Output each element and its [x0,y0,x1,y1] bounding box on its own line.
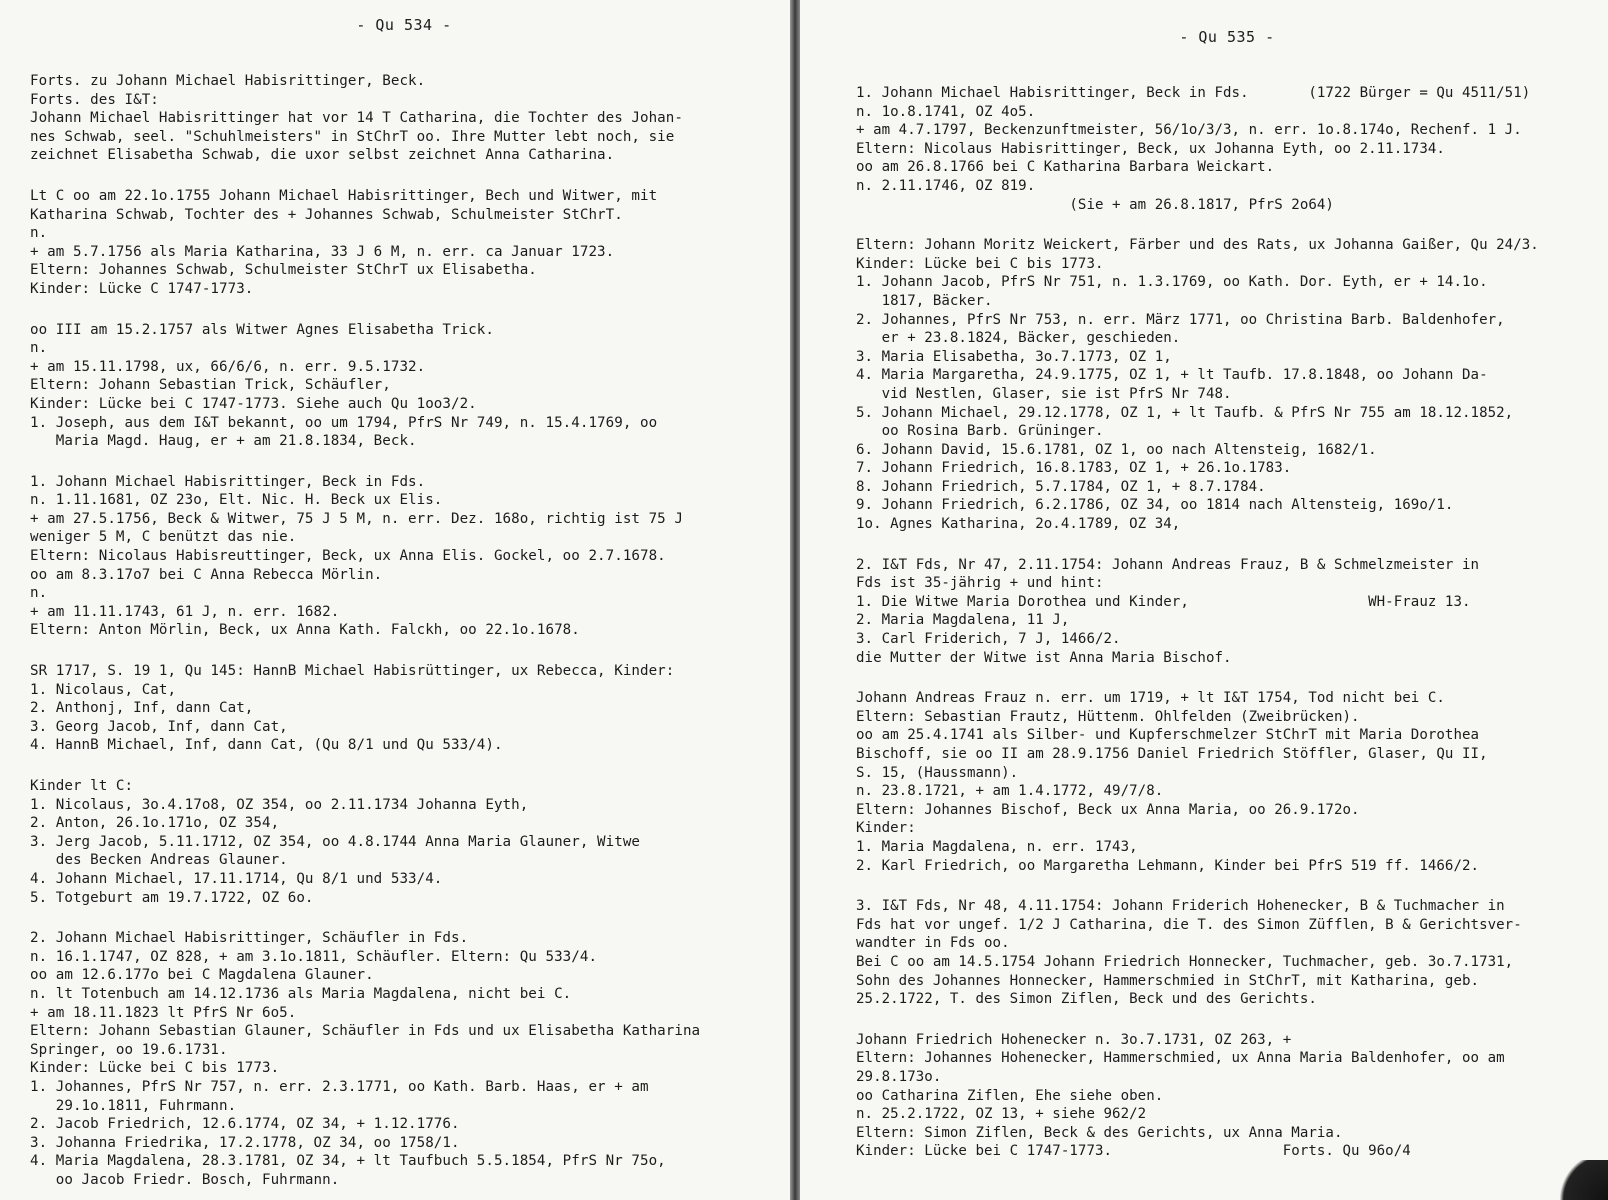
text-line: Katharina Schwab, Tochter des + Johannes Schwab, Schulmeister StChrT. [30,206,623,223]
text-line: Johann Friedrich Hohenecker n. 3o.7.1731, OZ 263, + [856,1031,1292,1048]
text-line: 3. Maria Elisabetha, 3o.7.1773, OZ 1, [856,348,1172,365]
text-line: 9. Johann Friedrich, 6.2.1786, OZ 34, oo 1814 nach Altensteig, 169o/1. [856,497,1454,514]
section-gap [30,307,778,321]
text-line: 8. Johann Friedrich, 5.7.1784, OZ 1, + 8.7.1784. [856,478,1266,495]
text-line: 29.8.173o. [856,1068,942,1085]
text-line: Bischoff, sie oo II am 28.9.1756 Daniel Friedrich Stöffler, Glaser, Qu II, [856,746,1488,762]
text-line: Kinder: Lücke bei C 1747-1773. Siehe auch Qu 1oo3/2. [30,395,477,412]
text-line: des Becken Andreas Glauner. [30,852,288,869]
text-line: 2. I&T Fds, Nr 47, 2.11.1754: Johann Andreas Frauz, B & Schmelzmeister in [856,556,1480,573]
section-gap [856,1017,1598,1031]
entry-section [856,689,1598,875]
section-gap [30,459,778,473]
text-line: nes Schwab, seel. "Schuhlmeisters" in StChrT oo. Ihre Mutter lebt noch, sie [30,128,675,145]
text-line: (Sie + am 26.8.1817, PfrS 2o64) [856,196,1334,213]
text-line: 29.1o.1811, Fuhrmann. [30,1097,237,1114]
text-line: 2. Anton, 26.1o.171o, OZ 354, [30,815,280,832]
entry-section [30,473,778,640]
text-line: n. 23.8.1721, + am 1.4.1772, 49/7/8. [856,783,1164,800]
book-gutter [790,0,800,1200]
text-line: 1. Maria Magdalena, n. err. 1743, [856,838,1138,855]
entry-section [856,236,1598,534]
entry-section [856,897,1598,1009]
text-line: Eltern: Johannes Bischof, Beck ux Anna Maria, oo 26.9.172o. [856,801,1360,818]
text-line: n. 1o.8.1741, OZ 4o5. [856,103,1036,120]
text-line: 25.2.1722, T. des Simon Ziflen, Beck und des Gerichts. [856,991,1317,1008]
text-line: Fds hat vor ungef. 1/2 J Catharina, die T. des Simon Züfflen, B & Gerichtsver- [856,916,1522,933]
text-line: Eltern: Anton Mörlin, Beck, ux Anna Kath. Falckh, oo 22.1o.1678. [30,622,580,639]
section-gap [30,648,778,662]
text-line: n. lt Totenbuch am 14.12.1736 als Maria Magdalena, nicht bei C. [30,985,572,1002]
text-line: 3. Carl Friderich, 7 J, 1466/2. [856,631,1121,648]
text-line: 4. Johann Michael, 17.11.1714, Qu 8/1 und 533/4. [30,870,443,887]
text-line: 3. Georg Jacob, Inf, dann Cat, [30,718,288,735]
scan-shadow [1538,1160,1608,1200]
text-line: Eltern: Sebastian Frautz, Hüttenm. Ohlfelden (Zweibrücken). [856,708,1360,725]
text-line: 1. Nicolaus, 3o.4.17o8, OZ 354, oo 2.11.1734 Johanna Eyth, [30,796,529,813]
text-line: Fds ist 35-jährig + und hint: [856,575,1104,592]
text-line: oo am 12.6.177o bei C Magdalena Glauner. [30,967,374,984]
text-line: n. [30,340,48,357]
text-line: 4. Maria Margaretha, 24.9.1775, OZ 1, + lt Taufb. 17.8.1848, oo Johann Da- [856,367,1488,384]
text-line: 2. Jacob Friedrich, 12.6.1774, OZ 34, + 1.12.1776. [30,1116,460,1133]
text-line: + am 11.11.1743, 61 J, n. err. 1682. [30,603,340,620]
text-line: 2. Maria Magdalena, 11 J, [856,612,1070,629]
text-line: n. [30,225,48,242]
text-line: Bei C oo am 14.5.1754 Johann Friedrich Honnecker, Tuchmacher, geb. 3o.7.1731, [856,953,1514,970]
text-line: Kinder: Lücke C 1747-1773. [30,280,254,297]
text-line: 1. Die Witwe Maria Dorothea und Kinder, WH-Frauz 13. [856,593,1471,610]
text-line: n. [30,585,48,602]
page-body [856,84,1598,1161]
entry-section [856,84,1598,214]
text-line: oo III am 15.2.1757 als Witwer Agnes Elisabetha Trick. [30,321,494,338]
text-line: + am 27.5.1756, Beck & Witwer, 75 J 5 M, n. err. Dez. 168o, richtig ist 75 J [30,510,683,527]
entry-section [30,72,778,165]
entry-section [30,321,778,451]
entry-section [30,187,778,299]
section-gap [856,222,1598,236]
section-gap [30,915,778,929]
left-page [0,0,790,1200]
text-line: Kinder: Lücke bei C bis 1773. [856,255,1104,272]
text-line: 4. Maria Magdalena, 28.3.1781, OZ 34, + lt Taufbuch 5.5.1854, PfrS Nr 75o, [30,1153,666,1170]
text-line: oo Catharina Ziflen, Ehe siehe oben. [856,1087,1164,1104]
entry-section [30,662,778,755]
page-number: - Qu 535 - [1179,28,1275,46]
text-line: Eltern: Johannes Schwab, Schulmeister StChrT ux Elisabetha. [30,262,537,279]
text-line: SR 1717, S. 19 1, Qu 145: HannB Michael Habisrüttinger, ux Rebecca, Kinder: [30,663,675,680]
text-line: Eltern: Simon Ziflen, Beck & des Gerichts, ux Anna Maria. [856,1124,1343,1141]
text-line: Eltern: Nicolaus Habisrittinger, Beck, ux Johanna Eyth, oo 2.11.1734. [856,140,1445,157]
text-line: 2. Johannes, PfrS Nr 753, n. err. März 1771, oo Christina Barb. Baldenhofer, [856,311,1505,328]
text-line: Sohn des Johannes Honnecker, Hammerschmied in StChrT, mit Katharina, geb. [856,972,1480,989]
text-line: n. 25.2.1722, OZ 13, + siehe 962/2 [856,1106,1147,1123]
entry-section [856,556,1598,668]
text-line: 1. Johann Jacob, PfrS Nr 751, n. 1.3.1769, oo Kath. Dor. Eyth, er + 14.1o. [856,274,1488,291]
text-line: Forts. zu Johann Michael Habisrittinger, Beck. [30,73,426,89]
text-line: 5. Johann Michael, 29.12.1778, OZ 1, + lt Taufb. & PfrS Nr 755 am 18.12.1852, [856,404,1514,421]
text-line: 2. Karl Friedrich, oo Margaretha Lehmann, Kinder bei PfrS 519 ff. 1466/2. [856,857,1480,874]
text-line: 1. Johann Michael Habisrittinger, Beck in Fds. (1722 Bürger = Qu 4511/51) [856,85,1531,101]
text-line: oo am 26.8.1766 bei C Katharina Barbara Weickart. [856,159,1275,176]
text-line: oo Rosina Barb. Grüninger. [856,423,1104,440]
text-line: Johann Andreas Frauz n. err. um 1719, + lt I&T 1754, Tod nicht bei C. [856,690,1445,707]
text-line: n. 2.11.1746, OZ 819. [856,177,1036,194]
text-line: Springer, oo 19.6.1731. [30,1041,228,1058]
text-line: 3. Jerg Jacob, 5.11.1712, OZ 354, oo 4.8.1744 Anna Maria Glauner, Witwe [30,833,641,850]
text-line: S. 15, (Haussmann). [856,764,1019,781]
page-number: - Qu 534 - [356,16,452,34]
text-line: Eltern: Johann Sebastian Trick, Schäufler, [30,377,391,394]
text-line: Johann Michael Habisrittinger hat vor 14 T Catharina, die Tochter des Johan- [30,110,683,127]
text-line: Kinder: [856,820,916,837]
text-line: Eltern: Johann Moritz Weickert, Färber und des Rats, ux Johanna Gaißer, Qu 24/3. [856,237,1539,254]
text-line: Kinder: Lücke bei C 1747-1773. Forts. Qu 96o/4 [856,1143,1411,1160]
text-line: 1. Johann Michael Habisrittinger, Beck in Fds. [30,473,426,490]
text-line: + am 4.7.1797, Beckenzunftmeister, 56/1o/3/3, n. err. 1o.8.174o, Rechenf. 1 J. [856,122,1522,139]
text-line: 5. Totgeburt am 19.7.1722, OZ 6o. [30,889,314,906]
text-line: n. 16.1.1747, OZ 828, + am 3.1o.1811, Schäufler. Eltern: Qu 533/4. [30,948,598,965]
text-line: oo am 25.4.1741 als Silber- und Kupferschmelzer StChrT mit Maria Dorothea [856,727,1480,744]
text-line: oo am 8.3.17o7 bei C Anna Rebecca Mörlin. [30,566,383,583]
text-line: 1817, Bäcker. [856,292,993,309]
text-line: die Mutter der Witwe ist Anna Maria Bischof. [856,649,1232,666]
text-line: Forts. des I&T: [30,91,159,108]
text-line: er + 23.8.1824, Bäcker, geschieden. [856,330,1181,347]
text-line: Kinder lt C: [30,778,134,794]
text-line: + am 18.11.1823 lt PfrS Nr 6o5. [30,1004,297,1021]
entry-section [856,1031,1598,1161]
section-gap [30,763,778,777]
text-line: zeichnet Elisabetha Schwab, die uxor selbst zeichnet Anna Catharina. [30,147,615,164]
text-line: wandter in Fds oo. [856,935,1010,952]
text-line: 2. Anthonj, Inf, dann Cat, [30,700,254,717]
text-line: 4. HannB Michael, Inf, dann Cat, (Qu 8/1 und Qu 533/4). [30,737,503,754]
text-line: 7. Johann Friedrich, 16.8.1783, OZ 1, + 26.1o.1783. [856,460,1292,477]
section-gap [30,173,778,187]
text-line: Eltern: Johannes Hohenecker, Hammerschmied, ux Anna Maria Baldenhofer, oo am [856,1050,1505,1067]
section-gap [856,675,1598,689]
text-line: Lt C oo am 22.1o.1755 Johann Michael Habisrittinger, Bech und Witwer, mit [30,187,658,204]
text-line: 1. Joseph, aus dem I&T bekannt, oo um 1794, PfrS Nr 749, n. 15.4.1769, oo [30,414,658,431]
text-line: vid Nestlen, Glaser, sie ist PfrS Nr 748. [856,385,1232,402]
text-line: 1. Johannes, PfrS Nr 757, n. err. 2.3.1771, oo Kath. Barb. Haas, er + am [30,1078,649,1095]
section-gap [856,542,1598,556]
text-line: + am 5.7.1756 als Maria Katharina, 33 J 6 M, n. err. ca Januar 1723. [30,243,615,260]
text-line: oo Jacob Friedr. Bosch, Fuhrmann. [30,1171,340,1188]
entry-section [30,929,778,1189]
text-line: Eltern: Johann Sebastian Glauner, Schäufler in Fds und ux Elisabetha Katharina [30,1023,701,1040]
text-line: n. 1.11.1681, OZ 23o, Elt. Nic. H. Beck ux Elis. [30,492,443,509]
text-line: 3. Johanna Friedrika, 17.2.1778, OZ 34, oo 1758/1. [30,1134,460,1151]
text-line: Maria Magd. Haug, er + am 21.8.1834, Beck. [30,433,417,450]
text-line: 1. Nicolaus, Cat, [30,681,177,698]
text-line: 3. I&T Fds, Nr 48, 4.11.1754: Johann Friderich Hohenecker, B & Tuchmacher in [856,898,1505,915]
text-line: + am 15.11.1798, ux, 66/6/6, n. err. 9.5.1732. [30,358,426,375]
section-gap [856,883,1598,897]
text-line: Eltern: Nicolaus Habisreuttinger, Beck, ux Anna Elis. Gockel, oo 2.7.1678. [30,548,666,565]
text-line: weniger 5 M, C benützt das nie. [30,529,297,546]
text-line: 1o. Agnes Katharina, 2o.4.1789, OZ 34, [856,516,1181,533]
text-line: 6. Johann David, 15.6.1781, OZ 1, oo nach Altensteig, 1682/1. [856,441,1377,458]
text-line: 2. Johann Michael Habisrittinger, Schäufler in Fds. [30,930,469,947]
text-line: Kinder: Lücke bei C bis 1773. [30,1060,280,1077]
page-body [30,72,778,1189]
entry-section [30,777,778,907]
right-page [800,0,1608,1200]
